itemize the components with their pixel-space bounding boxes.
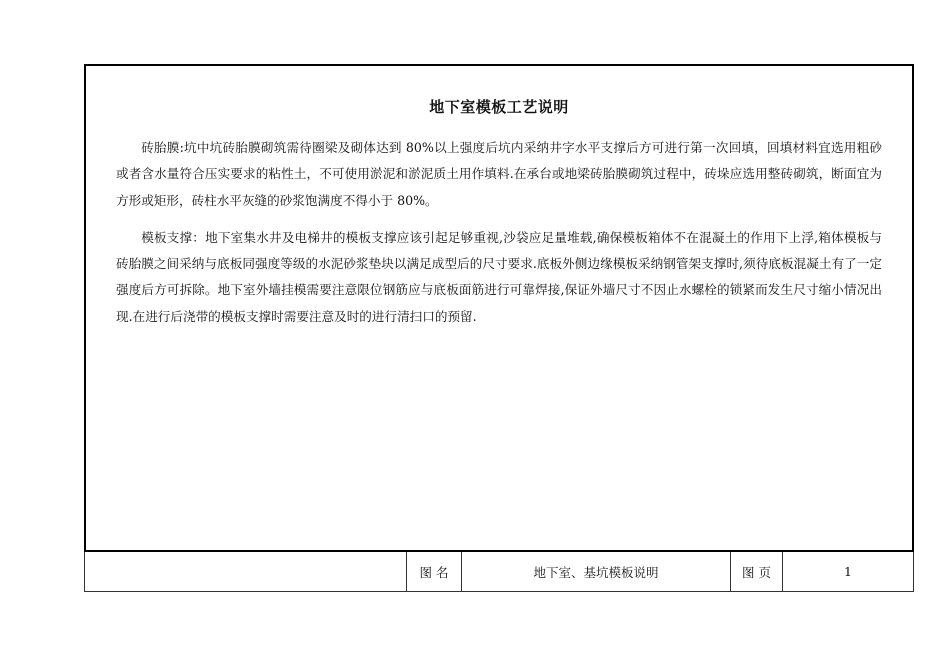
- paragraph-formwork-support: 模板支撑：地下室集水井及电梯井的模板支撑应该引起足够重视,沙袋应足量堆载,确保模板箱体不在混凝土的作用下上浮,箱体模板与砖胎膜之间采纳与底板同强度等级的水泥砂浆垫块以满足成型后的尺寸要求.底板外侧边缘模板采纳钢管架支撑时,须待底板混凝土有了一定强度后方可拆除。地下室外墙挂模需要注意限位钢筋应与底板面筋进行可靠焊接,保证外墙尺寸不因止水螺栓的锁紧而发生尺寸缩小情况出现.在进行后浇带的模板支撑时需要注意及时的进行清扫口的预留.: [116, 229, 882, 324]
- title-block: [84, 552, 914, 592]
- paragraph-brick-formwork: 砖胎膜:坑中坑砖胎膜砌筑需待圈梁及砌体达到 80%以上强度后坑内采纳井字水平支撑后方可进行第一次回填，回填材料宜选用粗砂或者含水量符合压实要求的粘性土，不可使用淤泥和淤泥质土用作填料.在承台或地梁砖胎膜砌筑过程中，砖垛应选用整砖砌筑，断面宜为方形或矩形，砖柱水平灰缝的砂浆饱满度不得小于 80%。: [116, 140, 882, 208]
- page-label: 图 页: [730, 552, 782, 591]
- drawing-name-label: 图 名: [406, 552, 461, 591]
- document-body: [116, 135, 882, 341]
- title-block-blank-cell: [85, 552, 406, 591]
- drawing-name-value: 地下室、基坑模板说明: [461, 552, 730, 591]
- drawing-frame: [84, 64, 914, 552]
- document-title: 地下室模板工艺说明: [429, 98, 569, 116]
- page-number: 1: [782, 552, 913, 591]
